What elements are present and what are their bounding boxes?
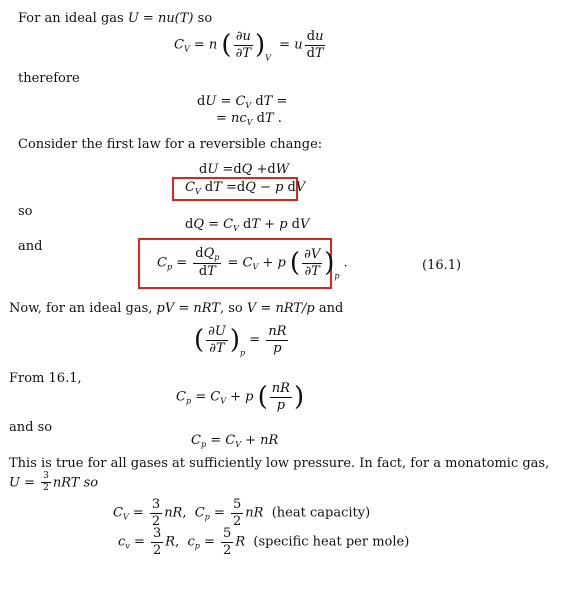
intro-text: For an ideal gas xyxy=(18,11,128,26)
so-text: so xyxy=(18,204,33,219)
intro-line xyxy=(18,12,212,25)
ideal-gas-line: Now, for an ideal gas, pV = nRT, so V = nRT/p and xyxy=(9,301,344,316)
du-equation-2: = $nc_V$ dT . xyxy=(216,111,282,127)
cv-definition-equation: $C_V = n$ ( $\frac{\partial u}{\partial T}$ )$_V = u$ $\frac{du}{dT}$ xyxy=(174,29,324,63)
equation-number: (16.1) xyxy=(422,258,462,273)
monatomic-line: U = $\frac{3}{2}$ nRT so xyxy=(9,471,99,494)
and-text: and xyxy=(18,239,43,254)
low-pressure-line: This is true for all gases at sufficiently low pressure. In fact, for a monatomic gas, xyxy=(9,456,550,471)
cp-cv-nr-equation: $C_p = C_V$ + nR xyxy=(191,433,279,449)
therefore-text: therefore xyxy=(18,71,80,86)
boxed-equation-1: $C_V$ dT =dQ − p dV xyxy=(185,180,306,196)
heat-capacity-equation: $C_V$ = $\frac{3}{2}$ nR, $C_p$ = $\frac{5}{2}$ nR (heat capacity) xyxy=(113,497,371,529)
cp-substituted-equation: $C_p = C_V + p$ ( $\frac{nR}{p}$ ) xyxy=(176,381,305,413)
du-dt-p-equation: ( $\frac{\partial U}{\partial T}$ )$_p$ = $\frac{nR}{p}$ xyxy=(194,324,287,358)
and-so-text: and so xyxy=(9,420,53,435)
intro-math: U = nu(T) xyxy=(127,11,194,26)
first-law-equation: dU =dQ +dW xyxy=(199,162,290,177)
specific-heat-note: (specific heat per mole) xyxy=(253,534,410,550)
heat-capacity-note: (heat capacity) xyxy=(271,505,371,521)
cp-equation-16-1: $C_p$ = $\frac{dQ_p}{dT}$ = $C_V + p$ ( $\frac{\partial V}{\partial T}$ )$_p$ . xyxy=(157,246,348,281)
specific-heat-equation: $c_v$ = $\frac{3}{2}$ R, $c_p$ = $\frac{5}{2}$ R (specific heat per mole) xyxy=(118,526,410,558)
dq-equation: dQ = $C_V$ dT + p dV xyxy=(185,217,310,233)
consider-text: Consider the first law for a reversible change: xyxy=(18,137,323,152)
intro-end-text: so xyxy=(193,11,213,26)
from-16-1-text: From 16.1, xyxy=(9,371,82,386)
du-equation-1: dU = $C_V$ dT = xyxy=(197,94,288,110)
